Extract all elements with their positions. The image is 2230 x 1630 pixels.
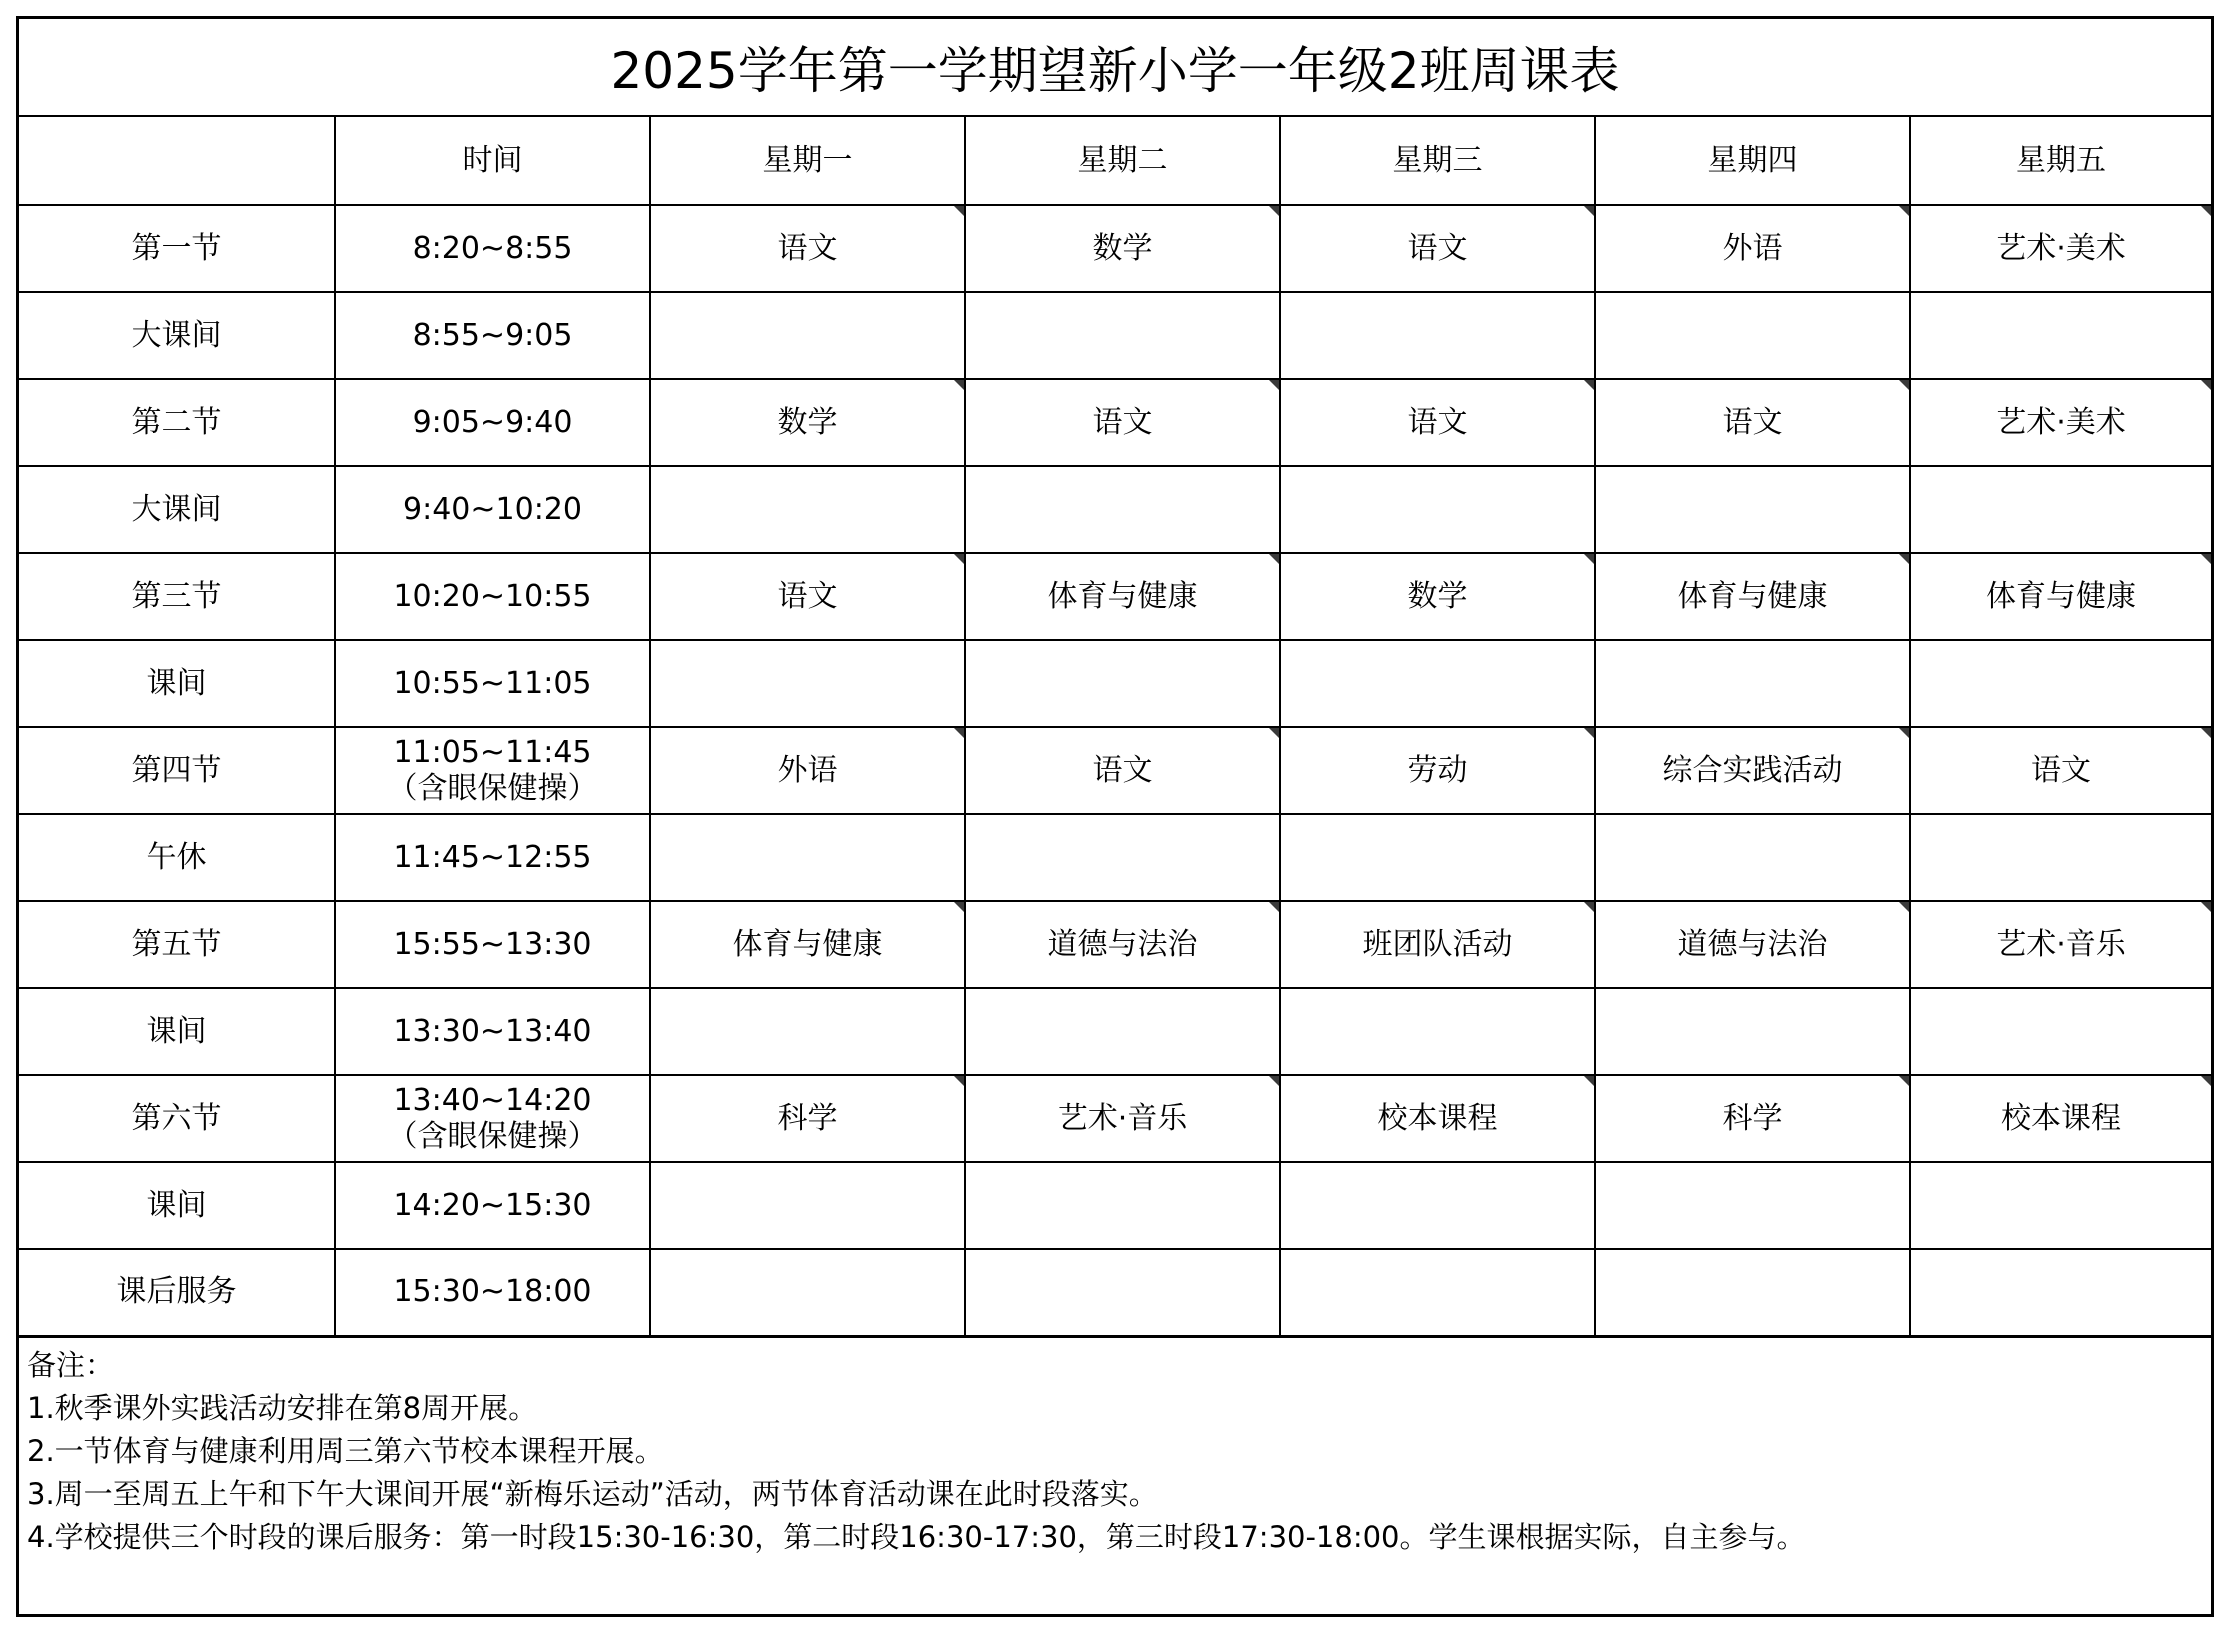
- period-time-cell: [335, 1162, 650, 1249]
- course-cell-wednesday: 语文: [1280, 379, 1595, 466]
- course-cell-friday: 艺术·音乐: [1910, 901, 2211, 988]
- course-cell-friday: 语文: [1910, 727, 2211, 814]
- period-time-cell: [335, 727, 650, 814]
- period-time-cell: [335, 1075, 650, 1162]
- course-cell-wednesday: [1280, 1249, 1595, 1336]
- course-cell-friday: [1910, 640, 2211, 727]
- header-day-monday: 星期一: [650, 117, 965, 205]
- table-row: [19, 292, 2211, 379]
- course-cell-monday: 语文: [650, 553, 965, 640]
- table-row: [19, 205, 2211, 292]
- timetable-grid: [19, 117, 2211, 1338]
- period-time-cell: [335, 379, 650, 466]
- course-cell-monday: [650, 988, 965, 1075]
- note-item: 3.周一至周五上午和下午大课间开展“新梅乐运动”活动，两节体育活动课在此时段落实。: [27, 1476, 1158, 1511]
- course-cell-wednesday: [1280, 1162, 1595, 1249]
- period-time-text: 13:40~14:20: [393, 1082, 592, 1118]
- course-cell-wednesday: 班团队活动: [1280, 901, 1595, 988]
- course-cell-friday: 艺术·美术: [1910, 205, 2211, 292]
- course-cell-thursday: 体育与健康: [1595, 553, 1910, 640]
- note-item: 1.秋季课外实践活动安排在第8周开展。: [27, 1390, 538, 1425]
- period-time-cell: [335, 901, 650, 988]
- table-row: [19, 1249, 2211, 1336]
- period-time-text: 11:05~11:45: [393, 734, 592, 770]
- period-time-cell: [335, 466, 650, 553]
- course-cell-tuesday: [965, 1162, 1280, 1249]
- course-cell-monday: 体育与健康: [650, 901, 965, 988]
- period-time-text: 10:20~10:55: [393, 578, 592, 614]
- course-cell-wednesday: 数学: [1280, 553, 1595, 640]
- period-time-cell: [335, 1249, 650, 1336]
- header-time-cell: 时间: [335, 117, 650, 205]
- table-row: [19, 640, 2211, 727]
- header-day-friday: 星期五: [1910, 117, 2211, 205]
- period-label-cell: 第一节: [19, 205, 335, 292]
- course-cell-monday: [650, 292, 965, 379]
- header-row: [19, 117, 2211, 205]
- course-cell-wednesday: [1280, 466, 1595, 553]
- period-time-text: 14:20~15:30: [393, 1187, 592, 1223]
- course-cell-thursday: 外语: [1595, 205, 1910, 292]
- course-cell-thursday: [1595, 292, 1910, 379]
- course-cell-tuesday: 语文: [965, 727, 1280, 814]
- course-cell-wednesday: [1280, 640, 1595, 727]
- table-row: [19, 814, 2211, 901]
- table-row: [19, 553, 2211, 640]
- course-cell-friday: 体育与健康: [1910, 553, 2211, 640]
- period-time-cell: [335, 640, 650, 727]
- table-row: [19, 379, 2211, 466]
- period-label-cell: 午休: [19, 814, 335, 901]
- period-time-text: 9:05~9:40: [412, 404, 573, 440]
- course-cell-tuesday: [965, 988, 1280, 1075]
- course-cell-tuesday: 语文: [965, 379, 1280, 466]
- note-item: 4.学校提供三个时段的课后服务：第一时段15:30-16:30，第二时段16:30-17:30，第三时段17:30-18:00。学生课根据实际，自主参与。: [27, 1519, 1806, 1554]
- timetable-title: 2025学年第一学期望新小学一年级2班周课表: [19, 19, 2211, 117]
- table-row: [19, 901, 2211, 988]
- period-time-note: （含眼保健操）: [387, 770, 598, 806]
- course-cell-monday: 外语: [650, 727, 965, 814]
- period-label-cell: 第二节: [19, 379, 335, 466]
- course-cell-thursday: 道德与法治: [1595, 901, 1910, 988]
- period-label-cell: 大课间: [19, 292, 335, 379]
- course-cell-tuesday: [965, 1249, 1280, 1336]
- period-time-text: 11:45~12:55: [393, 839, 592, 875]
- course-cell-friday: [1910, 1249, 2211, 1336]
- period-time-cell: [335, 988, 650, 1075]
- course-cell-friday: [1910, 466, 2211, 553]
- period-label-cell: 第六节: [19, 1075, 335, 1162]
- period-time-text: 9:40~10:20: [403, 491, 582, 527]
- period-label-cell: 第四节: [19, 727, 335, 814]
- period-time-text: 15:55~13:30: [393, 926, 592, 962]
- course-cell-monday: [650, 466, 965, 553]
- header-day-wednesday: 星期三: [1280, 117, 1595, 205]
- period-label-cell: 大课间: [19, 466, 335, 553]
- course-cell-thursday: 综合实践活动: [1595, 727, 1910, 814]
- course-cell-thursday: [1595, 1162, 1910, 1249]
- table-row: [19, 727, 2211, 814]
- course-cell-wednesday: [1280, 292, 1595, 379]
- course-cell-monday: [650, 640, 965, 727]
- period-label-cell: 课间: [19, 1162, 335, 1249]
- course-cell-tuesday: 体育与健康: [965, 553, 1280, 640]
- course-cell-wednesday: 校本课程: [1280, 1075, 1595, 1162]
- period-time-cell: [335, 814, 650, 901]
- table-row: [19, 1075, 2211, 1162]
- note-item: 2.一节体育与健康利用周三第六节校本课程开展。: [27, 1433, 664, 1468]
- timetable-sheet: [16, 16, 2214, 1617]
- course-cell-friday: [1910, 814, 2211, 901]
- course-cell-wednesday: 语文: [1280, 205, 1595, 292]
- period-time-text: 8:20~8:55: [412, 230, 573, 266]
- period-label-cell: 课间: [19, 988, 335, 1075]
- course-cell-thursday: [1595, 988, 1910, 1075]
- period-time-text: 13:30~13:40: [393, 1013, 592, 1049]
- period-time-note: （含眼保健操）: [387, 1118, 598, 1154]
- course-cell-tuesday: [965, 640, 1280, 727]
- course-cell-wednesday: 劳动: [1280, 727, 1595, 814]
- table-row: [19, 466, 2211, 553]
- period-time-text: 10:55~11:05: [393, 665, 592, 701]
- table-row: [19, 1162, 2211, 1249]
- course-cell-tuesday: 道德与法治: [965, 901, 1280, 988]
- period-label-cell: 第五节: [19, 901, 335, 988]
- course-cell-thursday: [1595, 1249, 1910, 1336]
- course-cell-thursday: 语文: [1595, 379, 1910, 466]
- period-time-cell: [335, 553, 650, 640]
- period-label-cell: 第三节: [19, 553, 335, 640]
- course-cell-tuesday: 艺术·音乐: [965, 1075, 1280, 1162]
- course-cell-thursday: [1595, 466, 1910, 553]
- course-cell-friday: [1910, 1162, 2211, 1249]
- course-cell-friday: 艺术·美术: [1910, 379, 2211, 466]
- course-cell-tuesday: [965, 292, 1280, 379]
- course-cell-wednesday: [1280, 814, 1595, 901]
- course-cell-tuesday: [965, 466, 1280, 553]
- course-cell-monday: [650, 814, 965, 901]
- course-cell-thursday: [1595, 814, 1910, 901]
- course-cell-monday: [650, 1162, 965, 1249]
- period-label-cell: 课后服务: [19, 1249, 335, 1336]
- notes-heading: 备注：: [27, 1347, 115, 1382]
- course-cell-friday: [1910, 988, 2211, 1075]
- course-cell-monday: 数学: [650, 379, 965, 466]
- header-day-thursday: 星期四: [1595, 117, 1910, 205]
- course-cell-friday: 校本课程: [1910, 1075, 2211, 1162]
- period-time-cell: [335, 205, 650, 292]
- period-time-text: 15:30~18:00: [393, 1274, 592, 1310]
- course-cell-tuesday: 数学: [965, 205, 1280, 292]
- header-day-tuesday: 星期二: [965, 117, 1280, 205]
- period-label-cell: 课间: [19, 640, 335, 727]
- course-cell-wednesday: [1280, 988, 1595, 1075]
- course-cell-monday: 科学: [650, 1075, 965, 1162]
- course-cell-monday: [650, 1249, 965, 1336]
- header-blank-cell: [19, 117, 335, 205]
- course-cell-tuesday: [965, 814, 1280, 901]
- course-cell-monday: 语文: [650, 205, 965, 292]
- period-time-text: 8:55~9:05: [412, 317, 573, 353]
- notes-section: [19, 1338, 2211, 1559]
- course-cell-thursday: 科学: [1595, 1075, 1910, 1162]
- period-time-cell: [335, 292, 650, 379]
- table-row: [19, 988, 2211, 1075]
- course-cell-friday: [1910, 292, 2211, 379]
- course-cell-thursday: [1595, 640, 1910, 727]
